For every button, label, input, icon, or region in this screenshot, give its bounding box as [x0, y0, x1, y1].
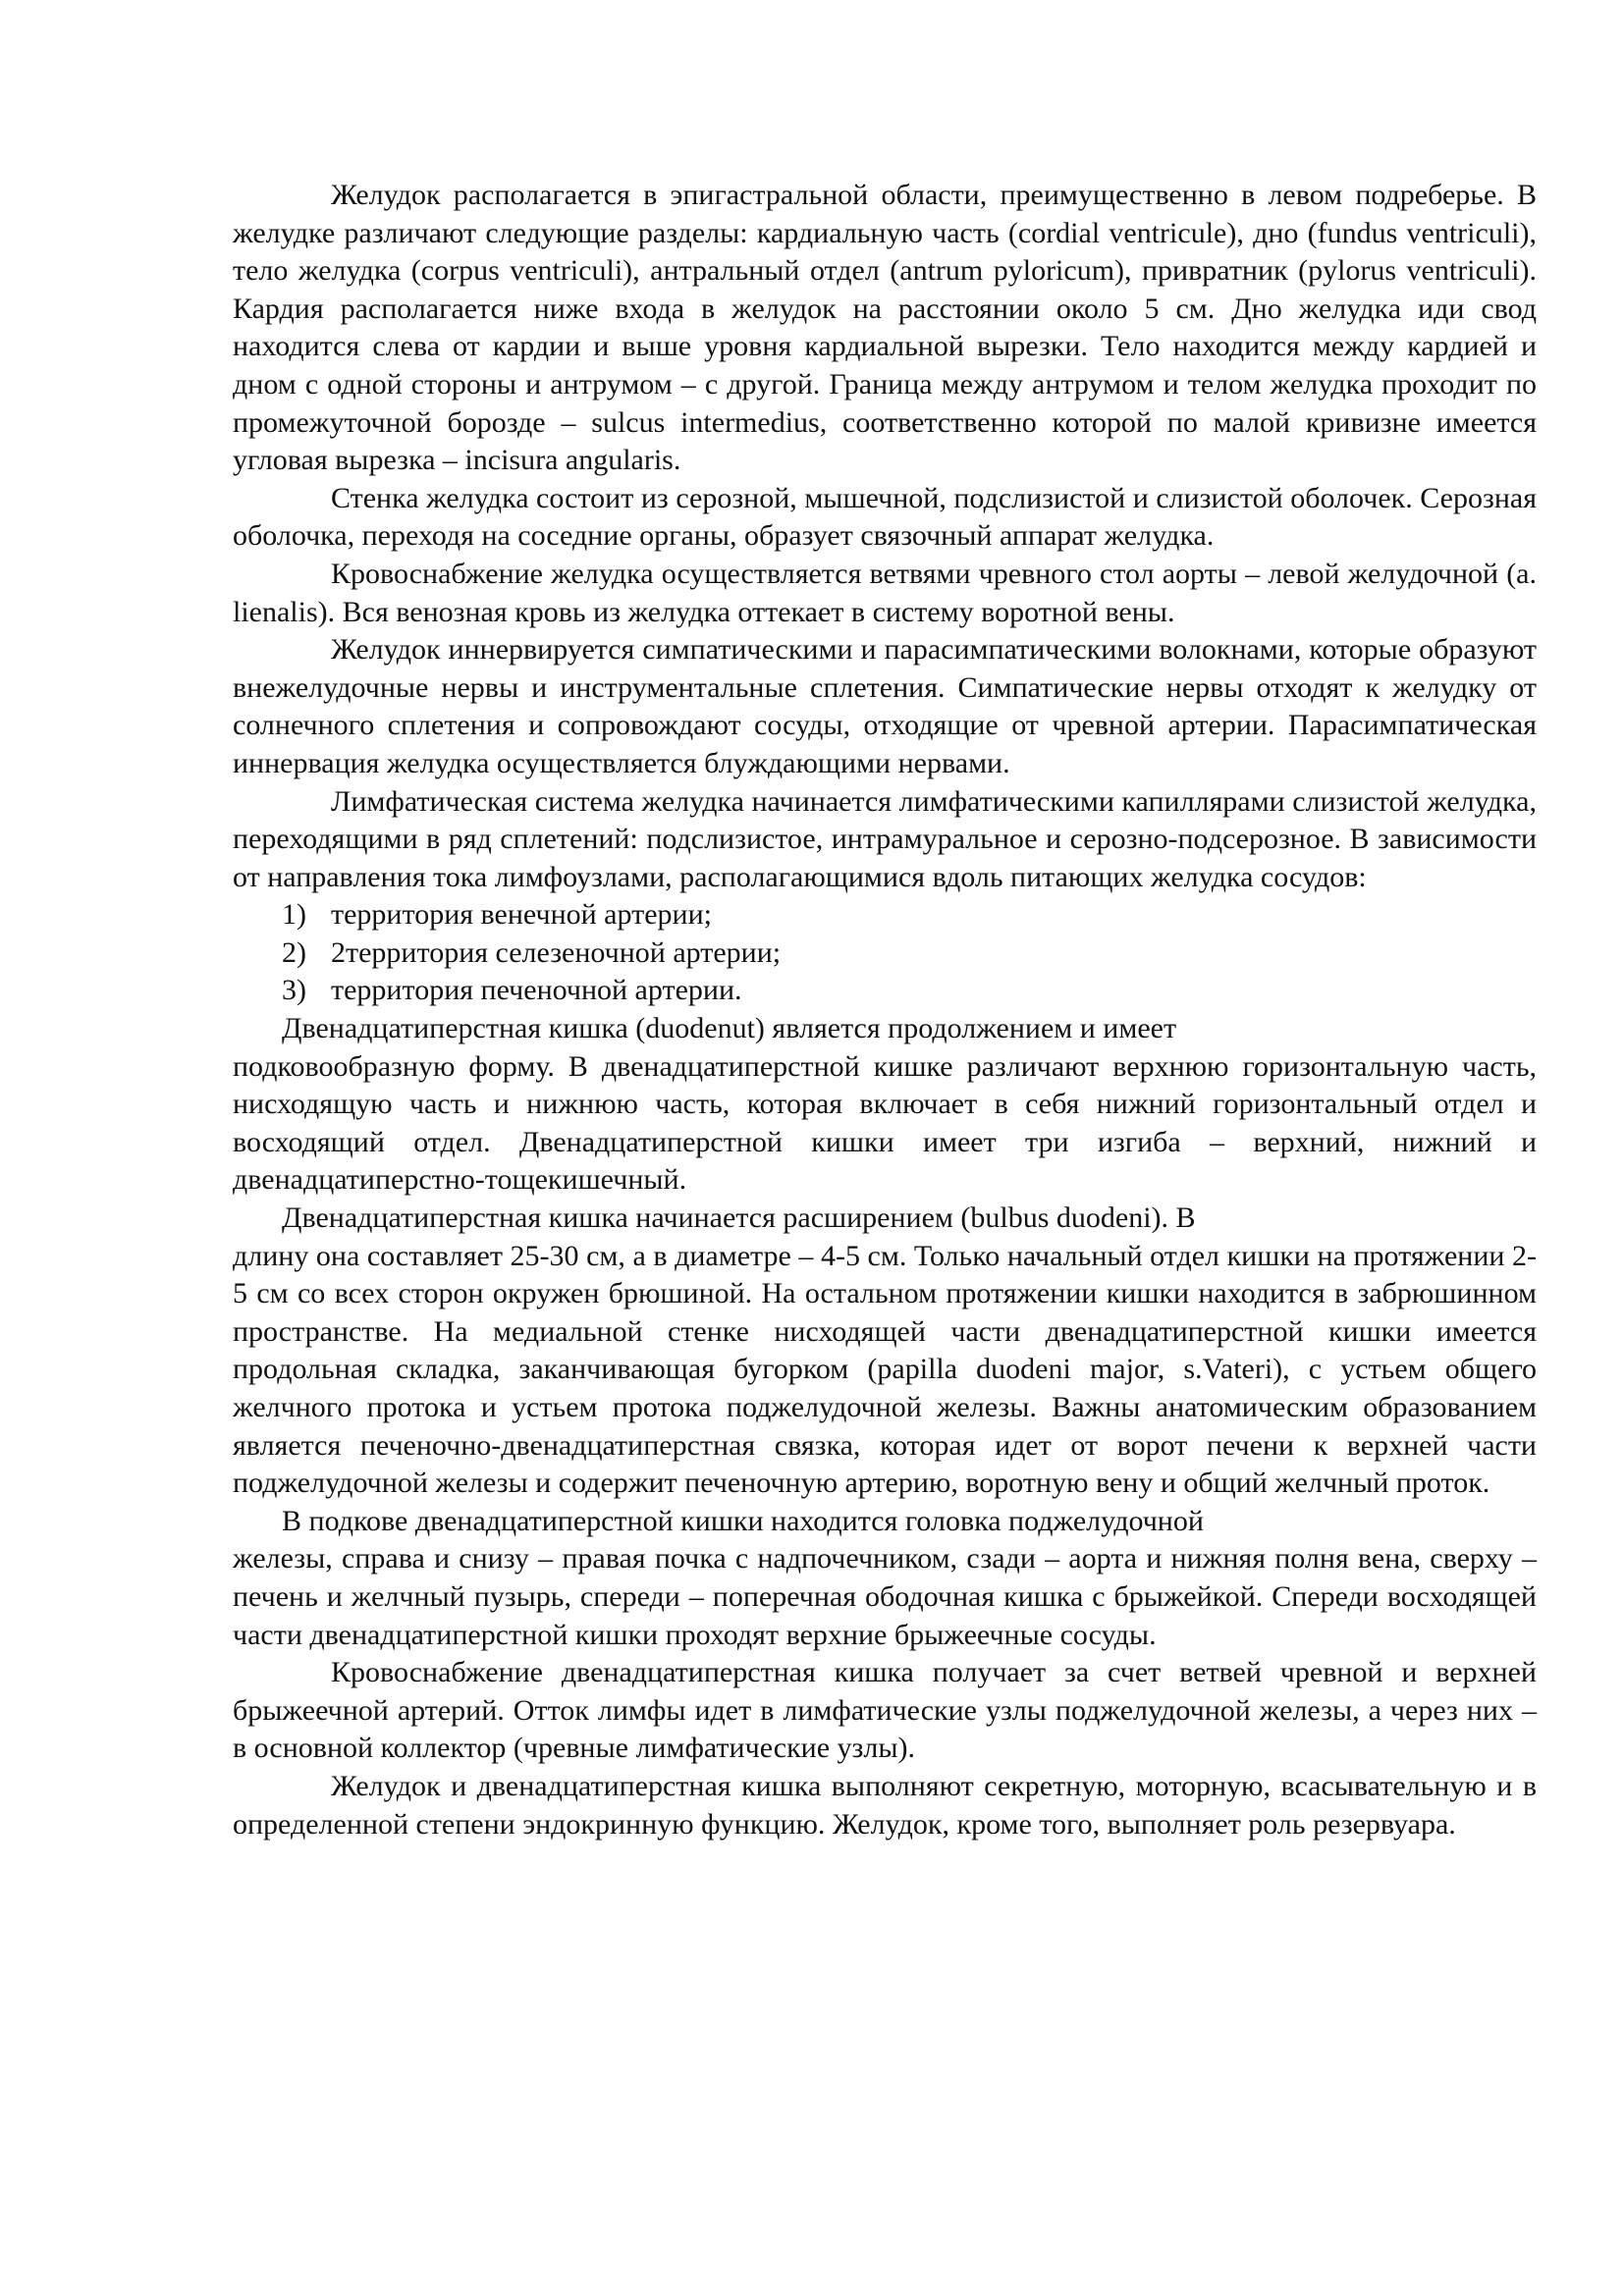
paragraph-duodenum-blood-supply: Кровоснабжение двенадцатиперстная кишка получает за счет ветвей чревной и верхней брыжеечной артерий. Отток лимфы идет в лимфатические узлы поджелудочной железы, а через них – в основной коллектор (чревные лимфатические узлы). — [233, 1656, 1537, 1765]
paragraph-continuation: подковообразную форму. В двенадцатиперстной кишке различают верхнюю горизонтальную часть, нисходящую часть и нижнюю часть, которая включает в себя нижний горизонтальный отдел и восходящий отдел. Двенадцатиперстной кишки имеет три изгиба – верхний, нижний и двенадцатиперстно-тощекишечный. — [233, 1049, 1537, 1197]
paragraph-continuation: железы, справа и снизу – правая почка с надпочечником, сзади – аорта и нижняя полня вена, сверху – печень и желчный пузырь, спереди – поперечная ободочная кишка с брыжейкой. Спереди восходящей части двенадцатиперстной кишки проходят верхние брыжеечные сосуды. — [233, 1542, 1537, 1651]
list-item-text: территория венечной артерии; — [331, 898, 712, 932]
paragraph-duodenum-relations — [233, 1503, 1537, 1654]
list-item-text: 2территория селезеночной артерии; — [331, 935, 782, 969]
paragraph-stomach-location: Желудок располагается в эпигастральной области, преимущественно в левом подреберье. В желудке различают следующие разделы: кардиальную часть (cordial ventricule), дно (fundus ventriculi), тело желудка (corpus ventriculi), антральный отдел (antrum pyloricum), привратник (pylorus ventriculi). Кардия располагается ниже входа в желудок на расстоянии около 5 см. Дно желудка иди свод находится слева от кардии и выше уровня кардиальной вырезки. Тело находится между кардией и дном с одной стороны и антрумом – с другой. Граница между антрумом и телом желудка проходит по промежуточной борозде – sulcus intermedius, соответственно которой по малой кривизне имеется угловая вырезка – incisura angularis. — [233, 179, 1537, 477]
paragraph-stomach-lymphatic: Лимфатическая система желудка начинается лимфатическими капиллярами слизистой желудка, переходящими в ряд сплетений: подслизистое, интрамуральное и серозно-подсерозное. В зависимости от направления тока лимфоузлами, располагающимися вдоль питающих желудка сосудов: — [233, 784, 1537, 893]
paragraph-stomach-innervation: Желудок иннервируется симпатическими и парасимпатическими волокнами, которые образуют внежелудочные нервы и инструментальные сплетения. Симпатические нервы отходят к желудку от солнечного сплетения и сопровождают сосуды, отходящие от чревной артерии. Парасимпатическая иннервация желудка осуществляется блуждающими нервами. — [233, 633, 1537, 779]
document-page — [233, 177, 1537, 1843]
list-item — [233, 972, 1537, 1010]
list-item-number: 1) — [282, 898, 306, 932]
list-item — [233, 934, 1537, 973]
list-item — [233, 896, 1537, 934]
paragraph-duodenum-shape — [233, 1010, 1537, 1200]
paragraph-first-line: Двенадцатиперстная кишка (duodenut) является продолжением и имеет — [282, 1012, 1177, 1045]
paragraph-first-line: Двенадцатиперстная кишка начинается расширением (bulbus duodeni). В — [282, 1201, 1196, 1235]
paragraph-continuation: длину она составляет 25-30 см, а в диаметре – 4-5 см. Только начальный отдел кишки на протяжении 2-5 см со всех сторон окружен брюшиной. На остальном протяжении кишки находится в забрюшинном пространстве. На медиальной стенке нисходящей части двенадцатиперстной кишки имеется продольная складка, заканчивающая бугорком (papilla duodeni major, s.Vateri), с устьем общего желчного протока и устьем протока поджелудочной железы. Важны анатомическим образованием является печеночно-двенадцатиперстная связка, которая идет от ворот печени к верхней части поджелудочной железы и содержит печеночную артерию, воротную вену и общий желчный проток. — [233, 1239, 1537, 1500]
paragraph-duodenum-dimensions — [233, 1200, 1537, 1503]
paragraph-stomach-wall: Стенка желудка состоит из серозной, мышечной, подслизистой и слизистой оболочек. Серозная оболочка, переходя на соседние органы, образует связочный аппарат желудка. — [233, 481, 1537, 553]
lymph-territory-list — [233, 896, 1537, 1010]
list-item-number: 2) — [282, 935, 306, 969]
paragraph-stomach-blood-supply: Кровоснабжение желудка осуществляется ветвями чревного стол аорты – левой желудочной (a. lienalis). Вся венозная кровь из желудка оттекает в систему воротной вены. — [233, 557, 1537, 628]
paragraph-first-line: В подкове двенадцатиперстной кишки находится головка поджелудочной — [282, 1504, 1204, 1537]
paragraph-functions: Желудок и двенадцатиперстная кишка выполняют секретную, моторную, всасывательную и в определенной степени эндокринную функцию. Желудок, кроме того, выполняет роль резервуара. — [233, 1769, 1537, 1841]
list-item-text: территория печеночной артерии. — [331, 974, 742, 1007]
list-item-number: 3) — [282, 974, 306, 1007]
